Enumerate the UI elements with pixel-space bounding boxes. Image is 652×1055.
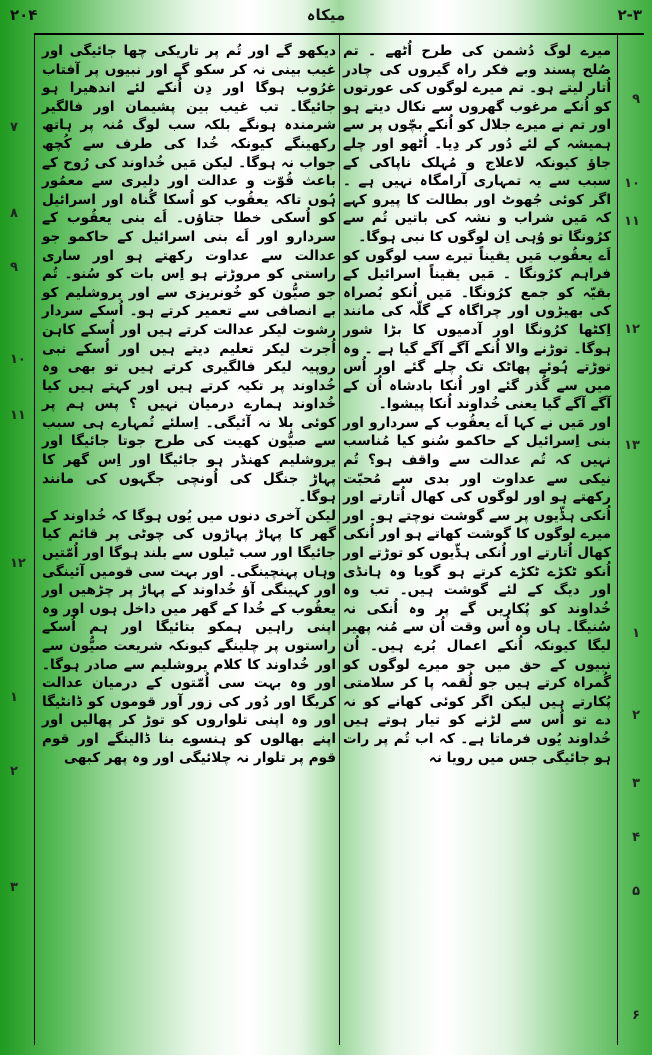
- verse-number: ۱۳: [624, 438, 640, 453]
- verse-number: ۳: [10, 880, 18, 895]
- column-divider: [339, 33, 340, 1045]
- verse-number: ۱۱: [10, 408, 26, 423]
- verse-number: ۱۰: [10, 352, 26, 367]
- verse-number: ۲: [10, 764, 18, 779]
- paragraph: میرے لوگ دُشمن کی طرح اُٹھے ۔ تم صُلح پسند وبے فکر راہ گیروں کی چادر اُتار لیتے ہو۔ تم میرے لوگوں کی عورتوں کو اُنکے مرغوب گھروں سے نکال دیتے ہو اور تم نے میرے جلال کو اُنکے بچّوں پر سے ہمیشہ کے لئے دُور کر دِیا۔ اُٹھو اور چلے جاؤ کیونکہ لاعلاج و مُہلک ناپاکی کے سبب سے یہ تمہاری آرامگاہ نہیں ہے ۔ اگر کوئی جُھوٹ اور بطالت کا پیرو کہے کہ مَیں شراب و نشہ کی باتیں تُم سے کرُونگا تو وُہی اِن لوگوں کا نبی ہوگا۔: [343, 43, 611, 245]
- verse-number: ۱۲: [10, 556, 26, 571]
- page-number: ۲۰۴: [10, 6, 38, 24]
- verse-number: ۱: [632, 626, 640, 641]
- paragraph: دیکھو گے اور تُم پر تاریکی چھا جائیگی اور غیب بینی نہ کر سکو گے اور نبیوں پر آفتاب غرُوب ہوگا اور دِن اُنکے لئے اندھیرا ہو جائیگا۔ تب غیب بین پشیمان اور فالگیر شرمندہ ہونگے بلکہ سب لوگ مُنہ پر ہاتھ رکھینگے کیونکہ خُدا کی طرف سے کُچھ جواب نہ ہوگا۔ لیکن مَیں خُداوند کی رُوح کے باعث قُوّت و عدالت اور دلیری سے معمُور ہُوں تاکہ یعقُوب کو اُسکا گُناہ اور اسرائیل کو اُسکی خطا جتاؤں۔ اَے بنی یعقُوب کے سردارو اور اَے بنی اسرائیل کے حاکمو جو عدالت سے عداوت رکھتے ہو اور ساری راستی کو مروڑتے ہو اِس بات کو سُنو۔ تُم جو صیُّون کو خُونریزی سے اور یروشلیم کو بے انصافی سے تعمیر کرتے ہو۔ اُسکے سردار رشوت لیکر عدالت کرتے ہیں اور اُسکے کاہن اُجرت لیکر تعلیم دیتے ہیں اور اُسکے نبی روپیہ لیکر فالگیری کرتے ہیں تو بھی وہ خُداوند پر تکیہ کرتے ہیں اور کہتے ہیں کیا خُداوند ہمارے درمیان نہیں ؟ پس ہم پر کوئی بلا نہ آئیگی۔ اِسلئے تُمہارے ہی سبب سے صیُّون کھیت کی طرح جوتا جائیگا اور یروشلیم کھنڈر ہو جائیگا اور اِس گھر کا پہاڑ جنگل کی اُونچی جگہوں کی مانند ہوگا۔: [42, 43, 336, 506]
- verse-number: ۷: [10, 120, 18, 135]
- verse-number: ۱: [10, 690, 18, 705]
- verse-number: ۱۲: [624, 322, 640, 337]
- verse-number: ۸: [10, 206, 18, 221]
- verse-number: ۴: [632, 830, 640, 845]
- verse-number: ۹: [632, 92, 640, 107]
- verse-number: ۶: [632, 1008, 640, 1023]
- chapter-reference: ۲-۳: [617, 6, 642, 24]
- text-column-left: [42, 42, 336, 767]
- verse-number: ۱۱: [624, 214, 640, 229]
- verse-number: ۱۰: [624, 176, 640, 191]
- paragraph: اَے یعقُوب مَیں یقیناً تیرے سب لوگوں کو فراہم کرُونگا ۔ مَیں یقیناً اسرائیل کے بقیّہ کو جمع کرُونگا۔ مَیں اُنکو بُصراہ کی بھیڑوں اور چراگاہ کے گلّہ کی مانند اِکٹھا کرُونگا اور آدمیوں کا بڑا شور ہوگا۔ توڑنے والا اُنکے آگے آگے گیا ہے ۔ وہ توڑتے ہُوئے پھاٹک تک چلے گئے اور اُس میں سے گُذر گئے اور اُنکا بادشاہ اُن کے آگے آگے گیا یعنی خُداوند اُنکا پیشوا۔: [343, 247, 611, 413]
- verse-number: ۹: [10, 260, 18, 275]
- page-header: [0, 0, 652, 36]
- verse-number: ۵: [632, 884, 640, 899]
- text-column-right: [343, 42, 611, 767]
- paragraph: اور مَیں نے کہا اَے یعقُوب کے سردارو اور بنی اِسرائیل کے حاکمو سُنو کیا مُناسب نہیں کہ تُم عدالت سے واقف ہو؟ تُم نیکی سے عداوت اور بدی سے مُحبّت رکھتے ہو اور لوگوں کی کھال اُتارتے اور اُنکی ہڈّیوں پر سے گوشت نوچتے ہو۔ اور میرے لوگوں کا گوشت کھاتے ہو اور اُنکی کھال اُتارتے اور اُنکی ہڈّیوں کو توڑتے اور اُنکو ٹکڑے ٹکڑے کرتے ہو گویا وہ ہانڈی اور دیگ کے لئے گوشت ہیں۔ تب وہ خُداوند کو پُکاریں گے پر وہ اُنکی نہ سُنیگا۔ ہاں وہ اُس وقت اُن سے مُنہ پھیر لیگا کیونکہ اُنکے اعمال بُرے ہیں۔ اُن نبیوں کے حق میں جو میرے لوگوں کو گُمراہ کرتے ہیں جو لُقمہ پا کر سلامتی پُکارتے ہیں لیکن اگر کوئی کھانے کو نہ دے تو اُس سے لڑنے کو تیار ہوتے ہیں خُداوند یُوں فرماتا ہے۔ کہ اب تُم پر رات ہو جائیگی جس میں رویا نہ: [343, 414, 611, 766]
- verse-number: ۲: [632, 708, 640, 723]
- left-margin-line: [34, 33, 35, 1045]
- verse-number: ۳: [632, 776, 640, 791]
- right-margin-line: [617, 33, 618, 1045]
- book-title: میکاہ: [306, 6, 346, 24]
- paragraph: لیکن آخری دنوں میں یُوں ہوگا کہ خُداوند کے گھر کا پہاڑ پہاڑوں کی چوٹی پر قائم کیا جائیگا اور سب ٹیلوں سے بلند ہوگا اور اُمّتیں وہاں پہنچینگی۔ اور بہت سی قومیں آئینگی اور کہینگی آؤ خُداوند کے پہاڑ پر چڑھیں اور یعقُوب کے خُدا کے گھر میں داخل ہوں اور وہ اپنی راہیں ہمکو بتائیگا اور ہم اُسکے راستوں پر چلینگے کیونکہ شریعت صیُّون سے اور خُداوند کا کلام یروشلیم سے صادر ہوگا۔ اور وہ بہت سی اُمّتوں کے درمیان عدالت کریگا اور دُور کی زور آور قوموں کو ڈانٹیگا اور وہ اپنی تلواروں کو توڑ کر پھالیں اور اپنے بھالوں کو ہنسوے بنا ڈالینگے اور قوم قوم پر تلوار نہ چلائیگی اور وہ پھر کبھی: [42, 507, 336, 766]
